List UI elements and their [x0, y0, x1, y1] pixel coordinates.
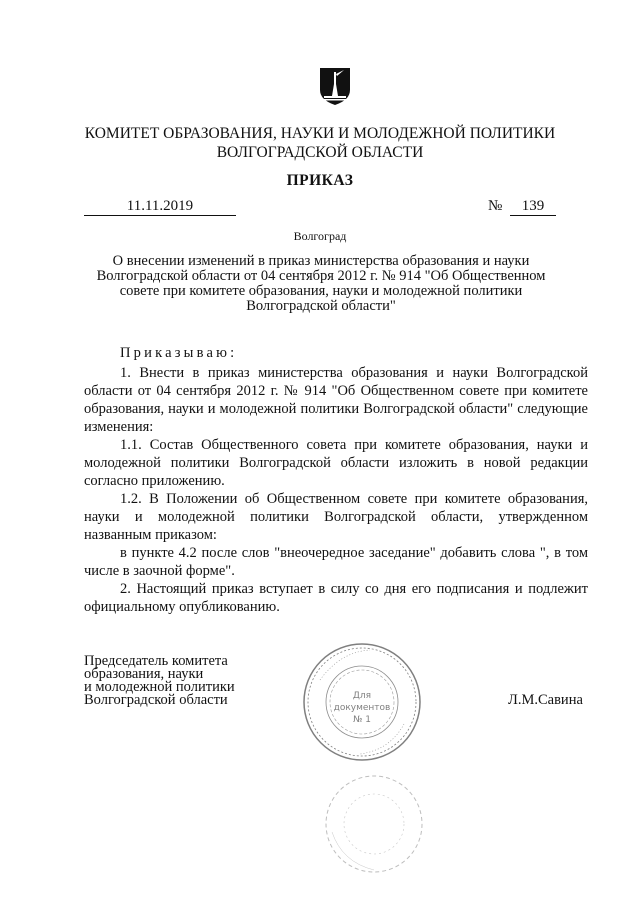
number-label: № [488, 198, 503, 214]
seal-text-line-1: Для [352, 691, 372, 701]
seal-text-line-3: № 1 [353, 715, 371, 725]
faded-seal-icon [322, 772, 426, 876]
official-seal-icon [300, 640, 424, 764]
paragraph-amendment: в пункте 4.2 после слов "внеочередное заседание" добавить слова ", в том числе в заочной форме". [84, 545, 588, 579]
signer-title-line-4: Волгоградской области [84, 692, 228, 708]
signer-title-line-2: образования, науки [84, 666, 204, 682]
document-number: 139 [510, 197, 556, 216]
paragraph-1-1: 1.1. Состав Общественного совета при комитете образования, науки и молодежной политики Волгоградской области изложить в новой редакции согласно приложению. [84, 437, 588, 489]
paragraph-2: 2. Настоящий приказ вступает в силу со дня его подписания и подлежит официальному опубликованию. [84, 581, 588, 615]
org-line-1: КОМИТЕТ ОБРАЗОВАНИЯ, НАУКИ И МОЛОДЕЖНОЙ ПОЛИТИКИ [84, 125, 556, 142]
document-body [84, 344, 588, 616]
volgograd-emblem-icon [318, 66, 352, 106]
document-type-title: ПРИКАЗ [286, 172, 354, 189]
organization-name [60, 124, 580, 162]
paragraph-1-2: 1.2. В Положении об Общественном совете при комитете образования, науки и молодежной политики Волгоградской области, утвержденном названным приказом: [84, 491, 588, 543]
signer-title-line-1: Председатель комитета [84, 653, 228, 669]
city-name: Волгоград [293, 229, 347, 243]
signer-name: Л.М.Савина [508, 692, 583, 708]
seal-text-line-2: документов [333, 703, 391, 713]
subject-line-3: совете при комитете образования, науки и молодежной политики [119, 283, 523, 299]
paragraph-1: 1. Внести в приказ министерства образования и науки Волгоградской области от 04 сентября 2012 г. № 914 "Об Общественном совете при комитете образования, науки и молодежной политики Волгоградской области" следующие изменения: [84, 365, 588, 435]
document-subject [96, 254, 546, 314]
subject-line-1: О внесении изменений в приказ министерства образования и науки [112, 253, 530, 269]
subject-line-4: Волгоградской области" [246, 298, 396, 314]
order-word: Приказываю: [120, 345, 238, 361]
signer-title [84, 655, 284, 707]
signer-title-line-3: и молодежной политики [84, 679, 235, 695]
document-date: 11.11.2019 [84, 197, 236, 216]
org-line-2: ВОЛГОГРАДСКОЙ ОБЛАСТИ [216, 144, 424, 161]
subject-line-2: Волгоградской области от 04 сентября 2012 г. № 914 "Об Общественном [96, 268, 546, 284]
